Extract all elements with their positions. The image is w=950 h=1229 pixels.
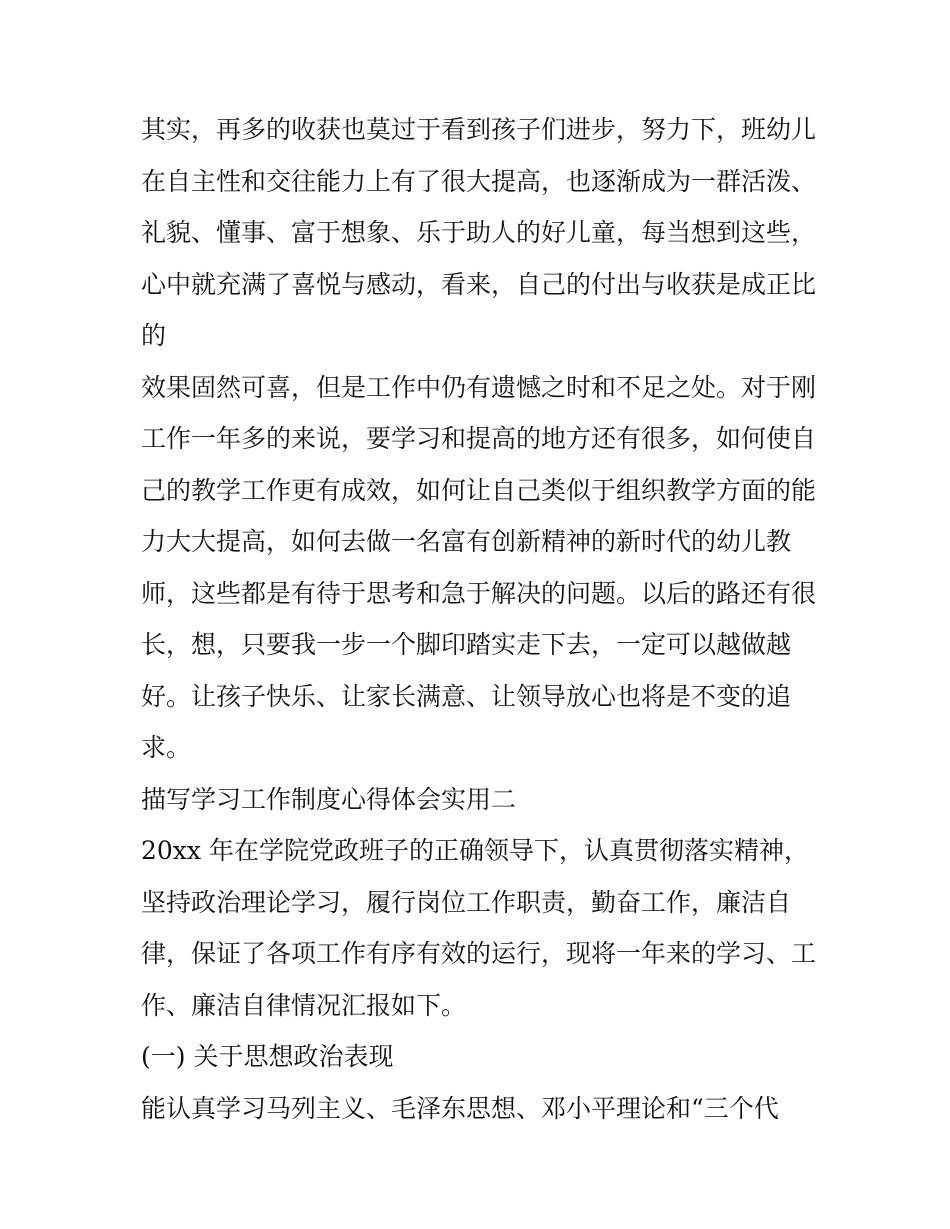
text-line: 好。让孩子快乐、让家长满意、让领导放心也将是不变的追	[141, 681, 792, 711]
text-line: 己的教学工作更有成效，如何让自己类似于组织教学方面的能	[141, 475, 817, 505]
text-line: 在自主性和交往能力上有了很大提高，也逐渐成为一群活泼、	[141, 166, 817, 196]
text-line: 20xx 年在学院党政班子的正确领导下，认真贯彻落实精神，	[141, 836, 809, 865]
text-line: 律，保证了各项工作有序有效的运行，现将一年来的学习、工	[141, 939, 817, 968]
text-line: 工作一年多的来说，要学习和提高的地方还有很多，如何使自	[141, 424, 817, 453]
text-line: 师，这些都是有待于思考和急于解决的问题。以后的路还有很	[141, 578, 817, 608]
text-line: 能认真学习马列主义、毛泽东思想、邓小平理论和“三个代	[141, 1093, 779, 1123]
document-body	[141, 104, 821, 1134]
subsection-heading: (一) 关于思想政治表现	[141, 1042, 394, 1071]
text-line: 的	[141, 321, 167, 350]
section-heading: 描写学习工作制度心得体会实用二	[141, 784, 517, 814]
text-line: 求。	[141, 733, 192, 762]
text-line: 坚持政治理论学习，履行岗位工作职责，勤奋工作，廉洁自	[141, 887, 792, 917]
text-line: 其实，再多的收获也莫过于看到孩子们进步，努力下，班幼儿	[141, 115, 817, 144]
text-line: 力大大提高，如何去做一名富有创新精神的新时代的幼儿教	[141, 527, 792, 556]
text-line: 礼貌、懂事、富于想象、乐于助人的好儿童，每当想到这些，	[141, 218, 817, 247]
text-line: 心中就充满了喜悦与感动，看来，自己的付出与收获是成正比	[141, 269, 817, 299]
text-line: 效果固然可喜，但是工作中仍有遗憾之时和不足之处。对于刚	[141, 372, 817, 402]
text-line: 长，想，只要我一步一个脚印踏实走下去，一定可以越做越	[141, 630, 792, 659]
text-line: 作、廉洁自律情况汇报如下。	[141, 990, 467, 1020]
